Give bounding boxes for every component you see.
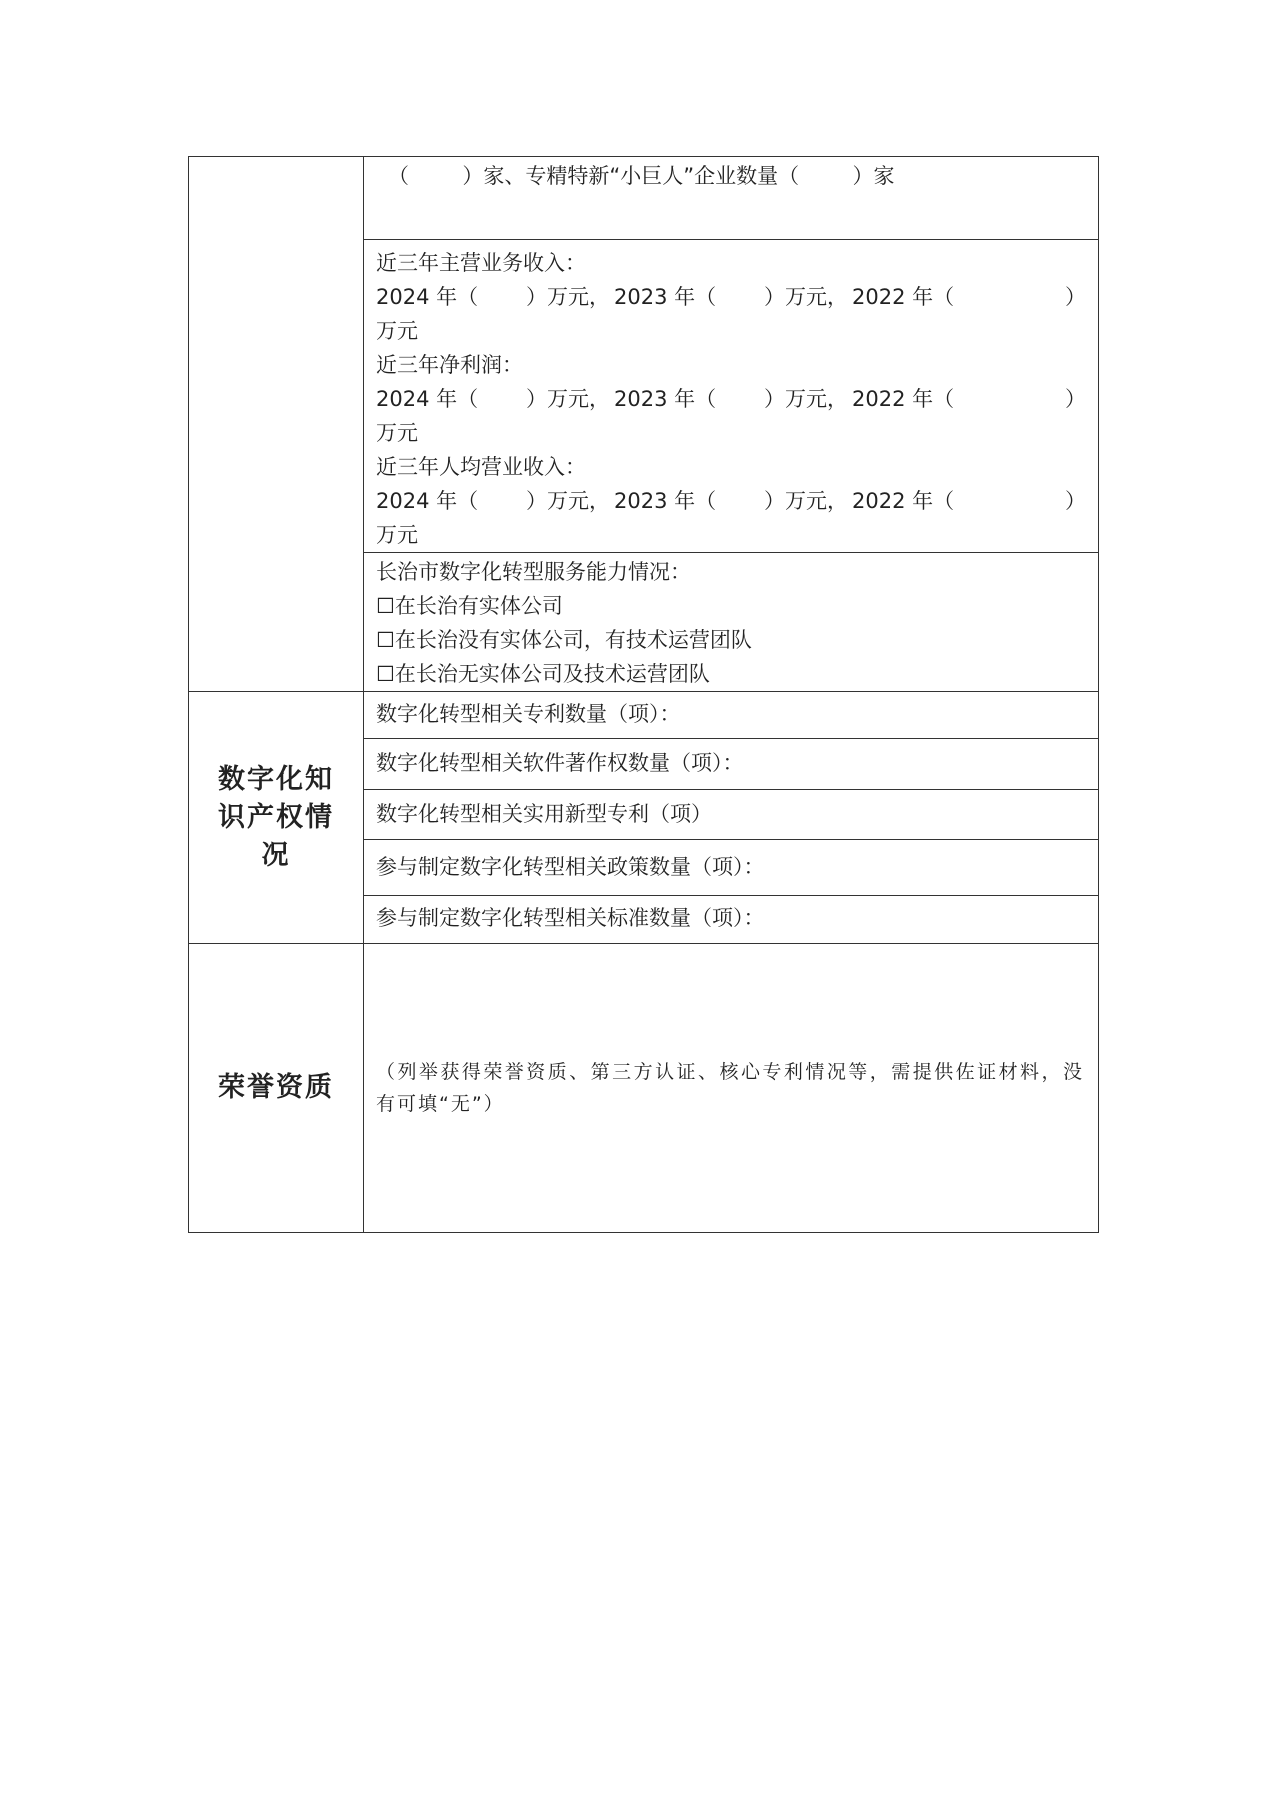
profit-years-line: [376, 382, 1086, 416]
enterprise-count-line: （ ）家、专精特新“小巨人”企业数量（ ）家: [388, 164, 895, 188]
ip-item-software-copyright[interactable]: [364, 739, 1099, 790]
unit-separator: ）万元，: [526, 387, 610, 411]
year-2022-label: 2022 年（: [852, 489, 955, 513]
close-paren: ）: [1065, 489, 1086, 513]
year-2022-label: 2022 年（: [852, 387, 955, 411]
unit-separator: ）万元，: [764, 489, 848, 513]
ip-item-label: 参与制定数字化转型相关标准数量（项）：: [376, 906, 765, 930]
year-2023-label: 2023 年（: [614, 489, 717, 513]
ip-item-policies[interactable]: [364, 840, 1099, 896]
application-form-table: [188, 156, 1099, 1233]
ip-item-label: 参与制定数字化转型相关政策数量（项）：: [376, 855, 765, 879]
service-capability-title: 长治市数字化转型服务能力情况：: [376, 560, 691, 584]
profit-label: 近三年净利润：: [376, 353, 523, 377]
ip-item-label: 数字化转型相关实用新型专利（项）: [376, 802, 712, 826]
per-capita-years-line: [376, 484, 1086, 518]
year-2024-label: 2024 年（: [376, 285, 479, 309]
service-option-team-only[interactable]: ☐在长治没有实体公司，有技术运营团队: [376, 628, 752, 652]
unit-separator: ）万元，: [764, 387, 848, 411]
ip-section-label: 数字化知识产权情况: [218, 763, 334, 871]
honor-section-label: 荣誉资质: [218, 1072, 334, 1103]
year-2024-label: 2024 年（: [376, 387, 479, 411]
close-paren: ）: [1065, 285, 1086, 309]
year-2023-label: 2023 年（: [614, 285, 717, 309]
year-2024-label: 2024 年（: [376, 489, 479, 513]
unit-separator: ）万元，: [764, 285, 848, 309]
profit-unit: 万元: [376, 421, 418, 445]
revenue-years-line: [376, 280, 1086, 314]
unit-separator: ）万元，: [526, 489, 610, 513]
ip-item-label: 数字化转型相关专利数量（项）：: [376, 702, 681, 726]
service-capability-cell: [364, 553, 1099, 692]
honor-section-label-cell: [189, 944, 364, 1233]
service-option-none[interactable]: ☐在长治无实体公司及技术运营团队: [376, 662, 710, 686]
service-option-entity[interactable]: ☐在长治有实体公司: [376, 594, 563, 618]
unit-separator: ）万元，: [526, 285, 610, 309]
enterprise-count-cell[interactable]: [364, 157, 1099, 240]
honor-input-cell[interactable]: [364, 944, 1099, 1233]
per-capita-label: 近三年人均营业收入：: [376, 455, 586, 479]
honor-hint-text: （列举获得荣誉资质、第三方认证、核心专利情况等，需提供佐证材料，没有可填“无”）: [376, 1061, 1084, 1115]
ip-item-label: 数字化转型相关软件著作权数量（项）：: [376, 751, 744, 775]
ip-item-utility-patents[interactable]: [364, 790, 1099, 840]
financials-cell[interactable]: [364, 240, 1099, 553]
revenue-label: 近三年主营业务收入：: [376, 251, 586, 275]
per-capita-unit: 万元: [376, 523, 418, 547]
continued-category-cell: [189, 157, 364, 692]
year-2022-label: 2022 年（: [852, 285, 955, 309]
revenue-unit: 万元: [376, 319, 418, 343]
year-2023-label: 2023 年（: [614, 387, 717, 411]
ip-item-patents[interactable]: [364, 692, 1099, 739]
close-paren: ）: [1065, 387, 1086, 411]
ip-section-label-cell: [189, 692, 364, 944]
ip-item-standards[interactable]: [364, 896, 1099, 944]
